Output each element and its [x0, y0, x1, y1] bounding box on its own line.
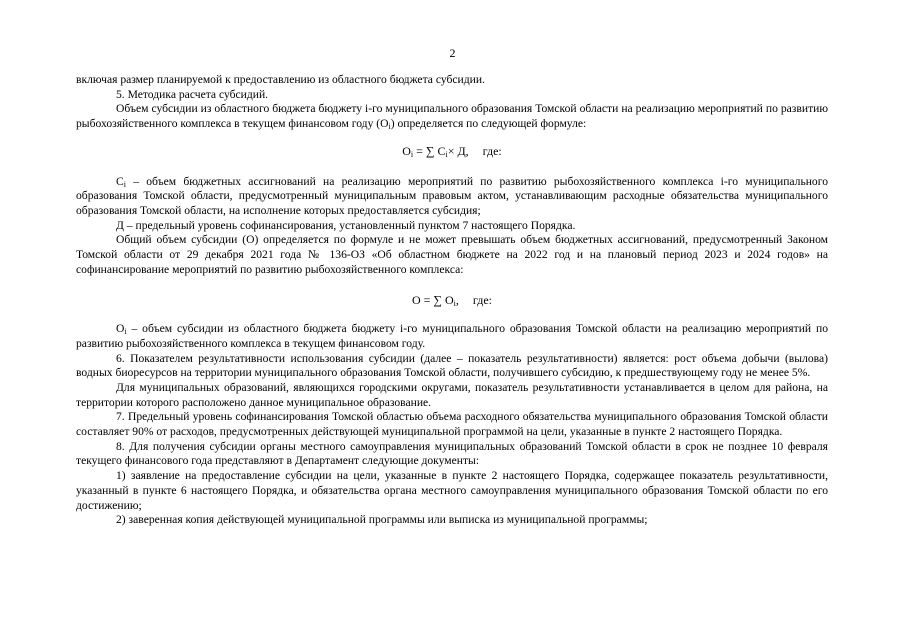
- paragraph: Общий объем субсидии (О) определяется по формуле и не может превышать объем бюджетных ассигнований, предусмотренный Законом Томской области от 29 декабря 2021 года № 136-ОЗ «Об областном бюджете на 2022 год и на плановый период 2023 и 2024 годов» на софинансирование мероприятий по развитию рыбохозяйственного комплекса:: [76, 233, 828, 276]
- paragraph: Для муниципальных образований, являющихся городскими округами, показатель результативности устанавливается в целом для района, на территории которого расположено данное муниципальное образование.: [76, 380, 828, 409]
- list-item: 1) заявление на предоставление субсидии на цели, указанные в пункте 2 настоящего Порядка, содержащее показатель результативности, указанный в пункте 6 настоящего Порядка, и обязательства органа местного самоуправления муниципального образования Томской области по его достижению;: [76, 469, 828, 512]
- paragraph: Объем субсидии из областного бюджета бюджету i-го муниципального образования Томской области на реализацию мероприятий по развитию рыбохозяйственного комплекса в текущем финансовом году $(О_i)$ определяется по следующей формуле:: [76, 102, 828, 132]
- paragraph: Д – предельный уровень софинансирования, установленный пунктом 7 настоящего Порядка.: [116, 218, 576, 232]
- paragraph: $С_i$ – объем бюджетных ассигнований на реализацию мероприятий по развитию рыбохозяйственного комплекса i-го муниципального образования Томской области, предусмотренный муниципальным правовым актом, устанавливающим расходные обязательства муниципального образования Томской области, на исполнение которых предоставляется субсидия;: [76, 174, 828, 217]
- paragraph: 6. Показателем результативности использования субсидии (далее – показатель результативности) является: рост объема добычи (вылова) водных биоресурсов на территории муниципального образования Томской области, получившего субсидию, к предшествующему году не менее 5%.: [76, 351, 828, 380]
- paragraph: 7. Предельный уровень софинансирования Томской областью объема расходного обязательства муниципального образования Томской области составляет 90% от расходов, предусмотренных действующей муниципальной программой на цели, указанные в пункте 2 настоящего Порядка.: [76, 410, 828, 439]
- paragraph: 8. Для получения субсидии органы местного самоуправления муниципальных образований Томской области в срок не позднее 10 февраля текущего финансового года представляют в Департамент следующие документы:: [76, 439, 828, 468]
- formula-subsidy: $О_i$ = ∑ $С_i\times Д$, где:: [402, 143, 502, 159]
- list-item: 2) заверенная копия действующей муниципальной программы или выписка из муниципальной программы;: [116, 513, 648, 527]
- section-heading: 5. Методика расчета субсидий.: [116, 87, 269, 101]
- paragraph: включая размер планируемой к предоставлению из областного бюджета субсидии.: [76, 73, 485, 86]
- paragraph: $О_i$ – объем субсидии из областного бюджета бюджету i-го муниципального образования Томской области на реализацию мероприятий по развитию рыбохозяйственного комплекса в текущем финансовом году.: [76, 322, 828, 350]
- document-body: [76, 73, 828, 528]
- page-number: 2: [449, 46, 456, 60]
- formula-total: О = ∑ $О_i$, где:: [412, 293, 492, 309]
